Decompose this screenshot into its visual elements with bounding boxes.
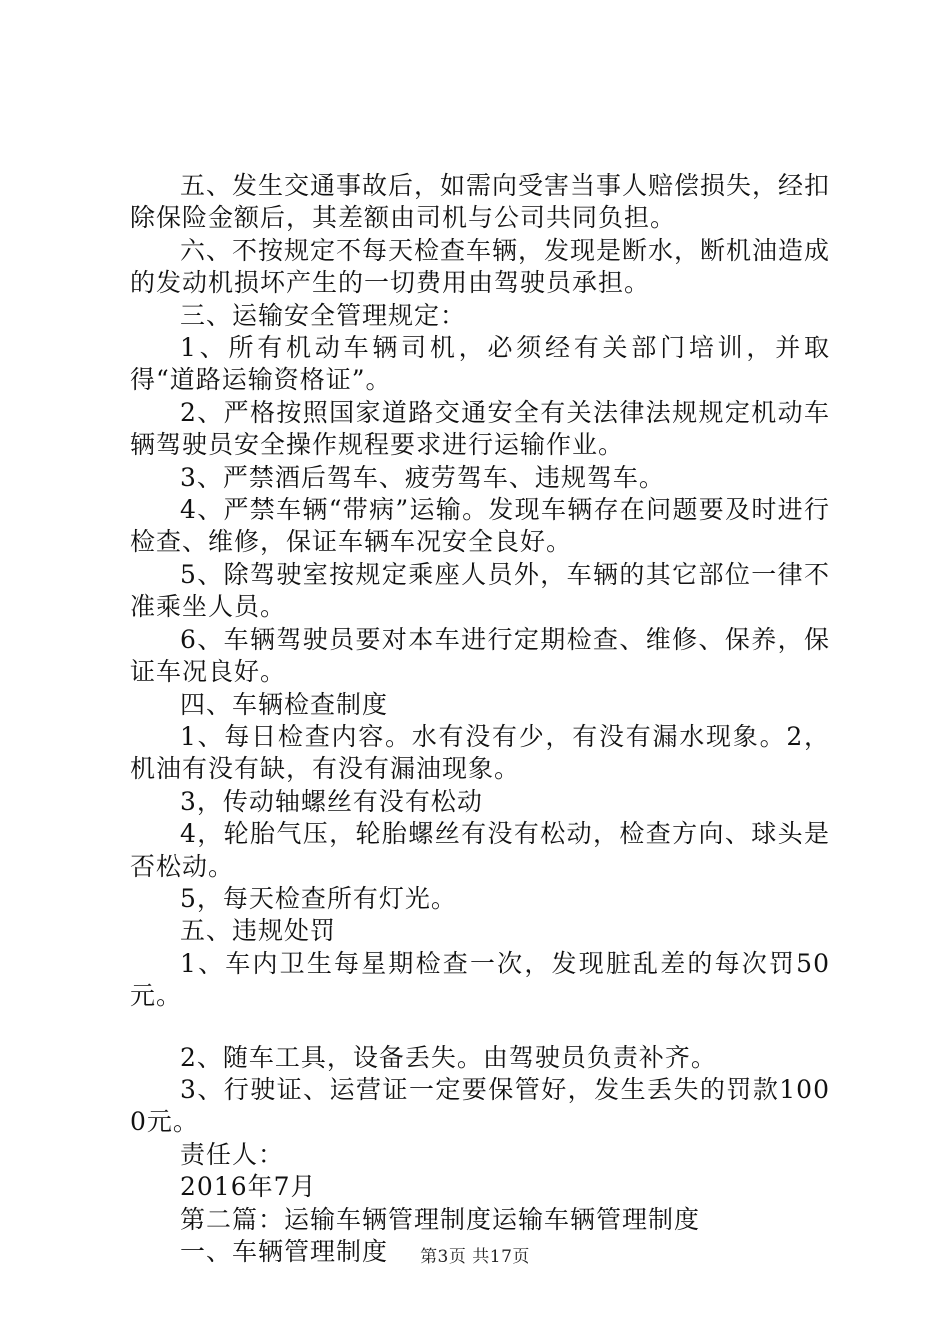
paragraph: 1、所有机动车辆司机，必须经有关部门培训，并取得“道路运输资格证”。: [130, 333, 830, 395]
paragraph: 4、严禁车辆“带病”运输。发现车辆存在问题要及时进行检查、维修，保证车辆车况安全良好。: [130, 495, 830, 557]
page-number-footer: 第3页 共17页: [420, 1247, 530, 1267]
paragraph: 6、车辆驾驶员要对本车进行定期检查、维修、保养，保证车况良好。: [130, 624, 830, 687]
document-body: [130, 170, 830, 1268]
paragraph: 1、车内卫生每星期检查一次，发现脏乱差的每次罚50元。: [130, 948, 830, 1011]
responsible-person-label: 责任人：: [180, 1139, 285, 1169]
paragraph: 3、严禁酒后驾车、疲劳驾车、违规驾车。: [180, 462, 665, 492]
paragraph: 1、每日检查内容。水有没有少，有没有漏水现象。2，机油有没有缺，有没有漏油现象。: [130, 721, 830, 784]
paragraph: 2、随车工具，设备丢失。由驾驶员负责补齐。: [180, 1042, 717, 1072]
paragraph: 5，每天检查所有灯光。: [180, 883, 457, 913]
paragraph: 3、行驶证、运营证一定要保管好，发生丢失的罚款1000元。: [130, 1074, 830, 1137]
chapter-title: 第二篇：运输车辆管理制度运输车辆管理制度: [180, 1204, 701, 1234]
paragraph: 六、不按规定不每天检查车辆，发现是断水，断机油造成的发动机损坏产生的一切费用由驾驶员承担。: [130, 235, 831, 298]
paragraph: 5、除驾驶室按规定乘座人员外，车辆的其它部位一律不准乘坐人员。: [130, 559, 830, 622]
paragraph: 4，轮胎气压，轮胎螺丝有没有松动，检查方向、球头是否松动。: [130, 819, 830, 881]
document-date: 2016年7月: [180, 1172, 317, 1202]
section-heading: 四、车辆检查制度: [180, 689, 389, 719]
section-heading: 五、违规处罚: [180, 916, 337, 946]
section-heading: 三、运输安全管理规定：: [180, 300, 467, 330]
section-heading: 一、车辆管理制度: [180, 1237, 389, 1266]
paragraph: 五、发生交通事故后，如需向受害当事人赔偿损失，经扣除保险金额后，其差额由司机与公司共同负担。: [130, 171, 831, 233]
paragraph: 2、严格按照国家道路交通安全有关法律法规规定机动车辆驾驶员安全操作规程要求进行运输作业。: [130, 397, 830, 460]
paragraph: 3，传动轴螺丝有没有松动: [180, 786, 483, 816]
